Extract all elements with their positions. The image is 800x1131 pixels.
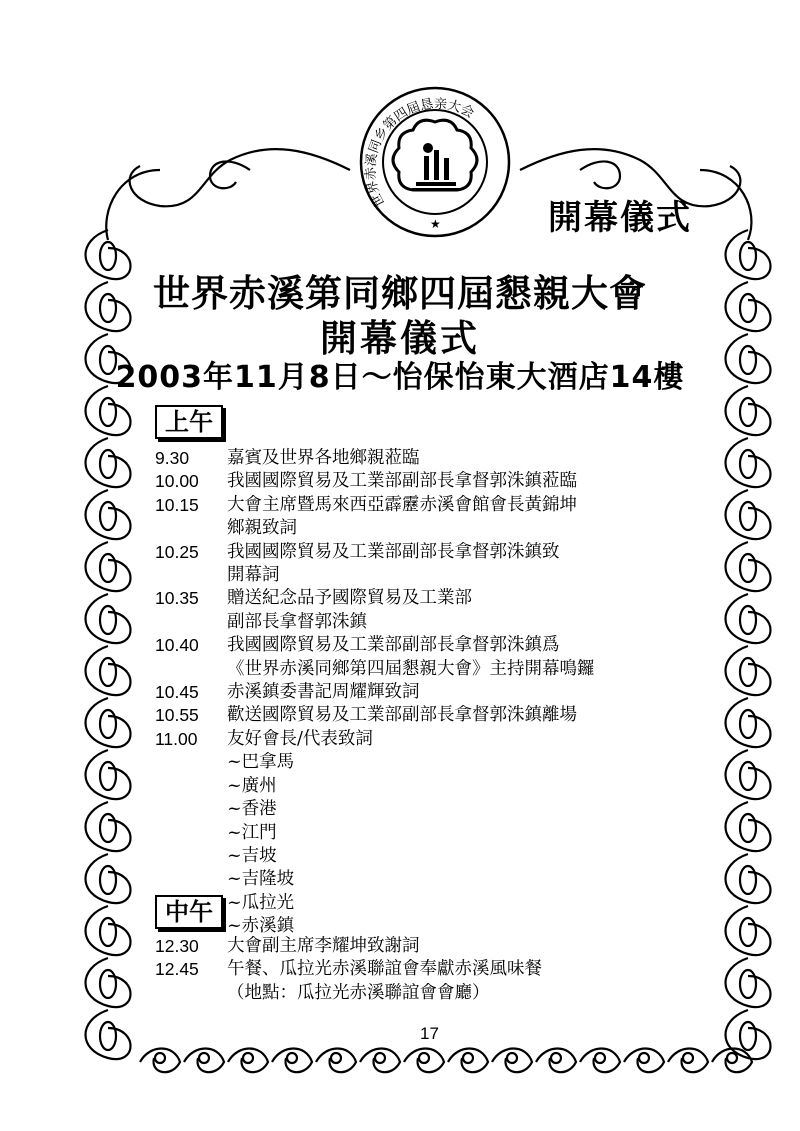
schedule-time: 10.00	[155, 471, 199, 492]
logo-ring-text: 世界赤溪同乡第四屆恳亲大会	[363, 96, 477, 210]
schedule-item: 大會副主席李耀坤致謝詞	[227, 936, 420, 956]
border-scroll	[726, 490, 771, 539]
border-scroll	[740, 398, 756, 426]
border-scroll	[740, 762, 756, 790]
border-scroll	[740, 1022, 756, 1050]
border-scroll	[100, 658, 116, 686]
schedule-row	[155, 658, 715, 681]
schedule-time: 12.45	[155, 959, 199, 980]
border-scroll	[86, 438, 131, 487]
border-scroll	[155, 1053, 165, 1063]
schedule-time	[155, 564, 227, 587]
border-scroll	[740, 450, 756, 478]
border-scroll	[86, 698, 131, 747]
schedule-item: 開幕詞	[227, 565, 280, 586]
schedule-time: 10.35	[155, 588, 199, 609]
border-scroll	[419, 1053, 429, 1063]
schedule-item: ~瓜拉光	[227, 892, 295, 913]
border-scroll	[199, 1053, 209, 1063]
section-morning-label: 上午	[155, 405, 223, 439]
schedule-item: ~吉坡	[227, 845, 277, 866]
schedule-row	[155, 728, 715, 751]
schedule-time: 10.55	[155, 705, 199, 726]
schedule-row	[155, 494, 715, 517]
border-scroll	[100, 450, 116, 478]
schedule-time	[155, 798, 227, 821]
border-scroll	[86, 958, 131, 1007]
border-scroll	[86, 854, 131, 903]
noon-schedule	[155, 935, 715, 1005]
schedule-row	[155, 634, 715, 657]
schedule-item: ~巴拿馬	[227, 752, 295, 773]
page-subtitle: 開幕儀式	[320, 317, 480, 360]
border-scroll	[100, 1022, 116, 1050]
border-scroll	[100, 762, 116, 790]
border-scroll	[740, 658, 756, 686]
border-scroll	[86, 594, 131, 643]
schedule-item: ~吉隆坡	[227, 869, 295, 890]
border-scroll	[726, 698, 771, 747]
schedule-row	[155, 751, 715, 774]
border-scroll	[86, 750, 131, 799]
schedule-item: 嘉賓及世界各地鄉親蒞臨	[227, 448, 420, 468]
schedule-row	[155, 868, 715, 891]
logo-star: ★	[430, 217, 441, 231]
border-scroll	[100, 502, 116, 530]
schedule-item: 贈送紀念品予國際貿易及工業部	[227, 588, 472, 609]
schedule-time: 10.25	[155, 541, 199, 562]
border-scroll	[726, 594, 771, 643]
schedule-time	[155, 845, 227, 868]
page-number: 17	[420, 1024, 439, 1043]
page-title: 世界赤溪第同鄉四屆懇親大會	[153, 272, 647, 315]
schedule-item: 歡送國際貿易及工業部副部長拿督郭洙鎮離場	[227, 705, 577, 726]
border-scroll	[700, 170, 751, 240]
schedule-row	[155, 541, 715, 564]
schedule-row	[155, 958, 715, 981]
schedule-time	[155, 868, 227, 891]
ceremony-badge-title: 開幕儀式	[548, 198, 692, 238]
border-scroll	[726, 1010, 771, 1059]
schedule-row	[155, 447, 715, 470]
border-scroll	[726, 542, 771, 591]
schedule-row	[155, 845, 715, 868]
schedule-time: 10.15	[155, 494, 199, 515]
border-scroll	[740, 866, 756, 894]
schedule-time	[155, 658, 227, 681]
border-scroll	[551, 1053, 561, 1063]
border-scroll	[331, 1053, 341, 1063]
border-scroll	[86, 542, 131, 591]
border-scroll	[100, 814, 116, 842]
schedule-item: ~江門	[227, 822, 277, 843]
border-scroll	[740, 814, 756, 842]
schedule-row	[155, 892, 715, 915]
schedule-row	[155, 611, 715, 634]
border-scroll	[463, 1053, 473, 1063]
schedule-time	[155, 611, 227, 634]
schedule-row	[155, 798, 715, 821]
morning-schedule	[155, 447, 715, 939]
border-scroll	[726, 750, 771, 799]
schedule-item: 鄉親致詞	[227, 518, 297, 539]
schedule-time: 11.00	[155, 728, 198, 749]
border-scroll	[639, 1053, 649, 1063]
border-scroll	[100, 606, 116, 634]
border-scroll	[210, 161, 250, 188]
schedule-row	[155, 681, 715, 704]
schedule-item: 赤溪鎮委書記周耀輝致詞	[227, 682, 420, 703]
association-logo	[350, 84, 520, 244]
schedule-row	[155, 704, 715, 727]
border-scroll	[100, 918, 116, 946]
schedule-item: 大會主席暨馬來西亞霹靂赤溪會館會長黃錦坤	[227, 494, 577, 515]
border-scroll	[100, 970, 116, 998]
schedule-item: 我國國際貿易及工業部副部長拿督郭洙鎮致	[227, 541, 560, 562]
section-noon-label: 中午	[155, 895, 223, 929]
date-venue-line: 2003年11月8日～怡保怡東大酒店14樓	[115, 360, 685, 395]
schedule-row	[155, 775, 715, 798]
schedule-time: 12.30	[155, 936, 199, 956]
border-scroll	[243, 1053, 253, 1063]
schedule-time: 10.40	[155, 635, 199, 656]
schedule-time	[155, 751, 227, 774]
border-scroll	[86, 906, 131, 955]
schedule-time: 9.30	[155, 448, 190, 468]
schedule-item: ~廣州	[227, 775, 277, 796]
border-scroll	[727, 1053, 737, 1063]
border-scroll	[86, 802, 131, 851]
schedule-time	[155, 982, 227, 1005]
schedule-time	[155, 775, 227, 798]
schedule-item: 《世界赤溪同鄉第四屆懇親大會》主持開幕鳴鑼	[227, 658, 595, 679]
border-scroll	[507, 1053, 517, 1063]
schedule-row	[155, 564, 715, 587]
border-scroll	[100, 710, 116, 738]
border-scroll	[86, 490, 131, 539]
border-scroll	[726, 906, 771, 955]
schedule-item: 友好會長/代表致詞	[227, 728, 373, 749]
schedule-row	[155, 587, 715, 610]
schedule-time: 10.45	[155, 682, 199, 703]
schedule-item: 我國國際貿易及工業部副部長拿督郭洙鎮蒞臨	[227, 471, 577, 492]
border-scroll	[595, 1053, 605, 1063]
schedule-row	[155, 517, 715, 540]
border-scroll	[86, 646, 131, 695]
schedule-row	[155, 982, 715, 1005]
border-scroll	[740, 502, 756, 530]
schedule-row	[155, 470, 715, 493]
border-scroll	[740, 606, 756, 634]
border-scroll	[726, 438, 771, 487]
border-scroll	[100, 398, 116, 426]
border-scroll	[375, 1053, 385, 1063]
border-scroll	[580, 161, 620, 188]
border-scroll	[726, 646, 771, 695]
schedule-item: ~香港	[227, 799, 277, 820]
schedule-item: 我國國際貿易及工業部副部長拿督郭洙鎮爲	[227, 635, 560, 656]
schedule-item: 副部長拿督郭洙鎮	[227, 611, 367, 632]
schedule-time	[155, 822, 227, 845]
border-scroll	[740, 970, 756, 998]
schedule-time	[155, 517, 227, 540]
border-scroll	[726, 854, 771, 903]
schedule-item: （地點：瓜拉光赤溪聯誼會會廳）	[227, 982, 490, 1003]
border-scroll	[740, 554, 756, 582]
border-scroll	[740, 918, 756, 946]
schedule-row	[155, 935, 715, 958]
border-scroll	[86, 1010, 131, 1059]
border-scroll	[726, 958, 771, 1007]
schedule-item: 午餐、瓜拉光赤溪聯誼會奉獻赤溪風味餐	[227, 959, 542, 980]
border-scroll	[130, 149, 350, 206]
schedule-item: ~赤溪鎮	[227, 916, 295, 937]
border-scroll	[683, 1053, 693, 1063]
border-scroll	[726, 802, 771, 851]
border-scroll	[100, 866, 116, 894]
border-scroll	[100, 554, 116, 582]
schedule-row	[155, 822, 715, 845]
border-scroll	[287, 1053, 297, 1063]
border-scroll	[740, 710, 756, 738]
